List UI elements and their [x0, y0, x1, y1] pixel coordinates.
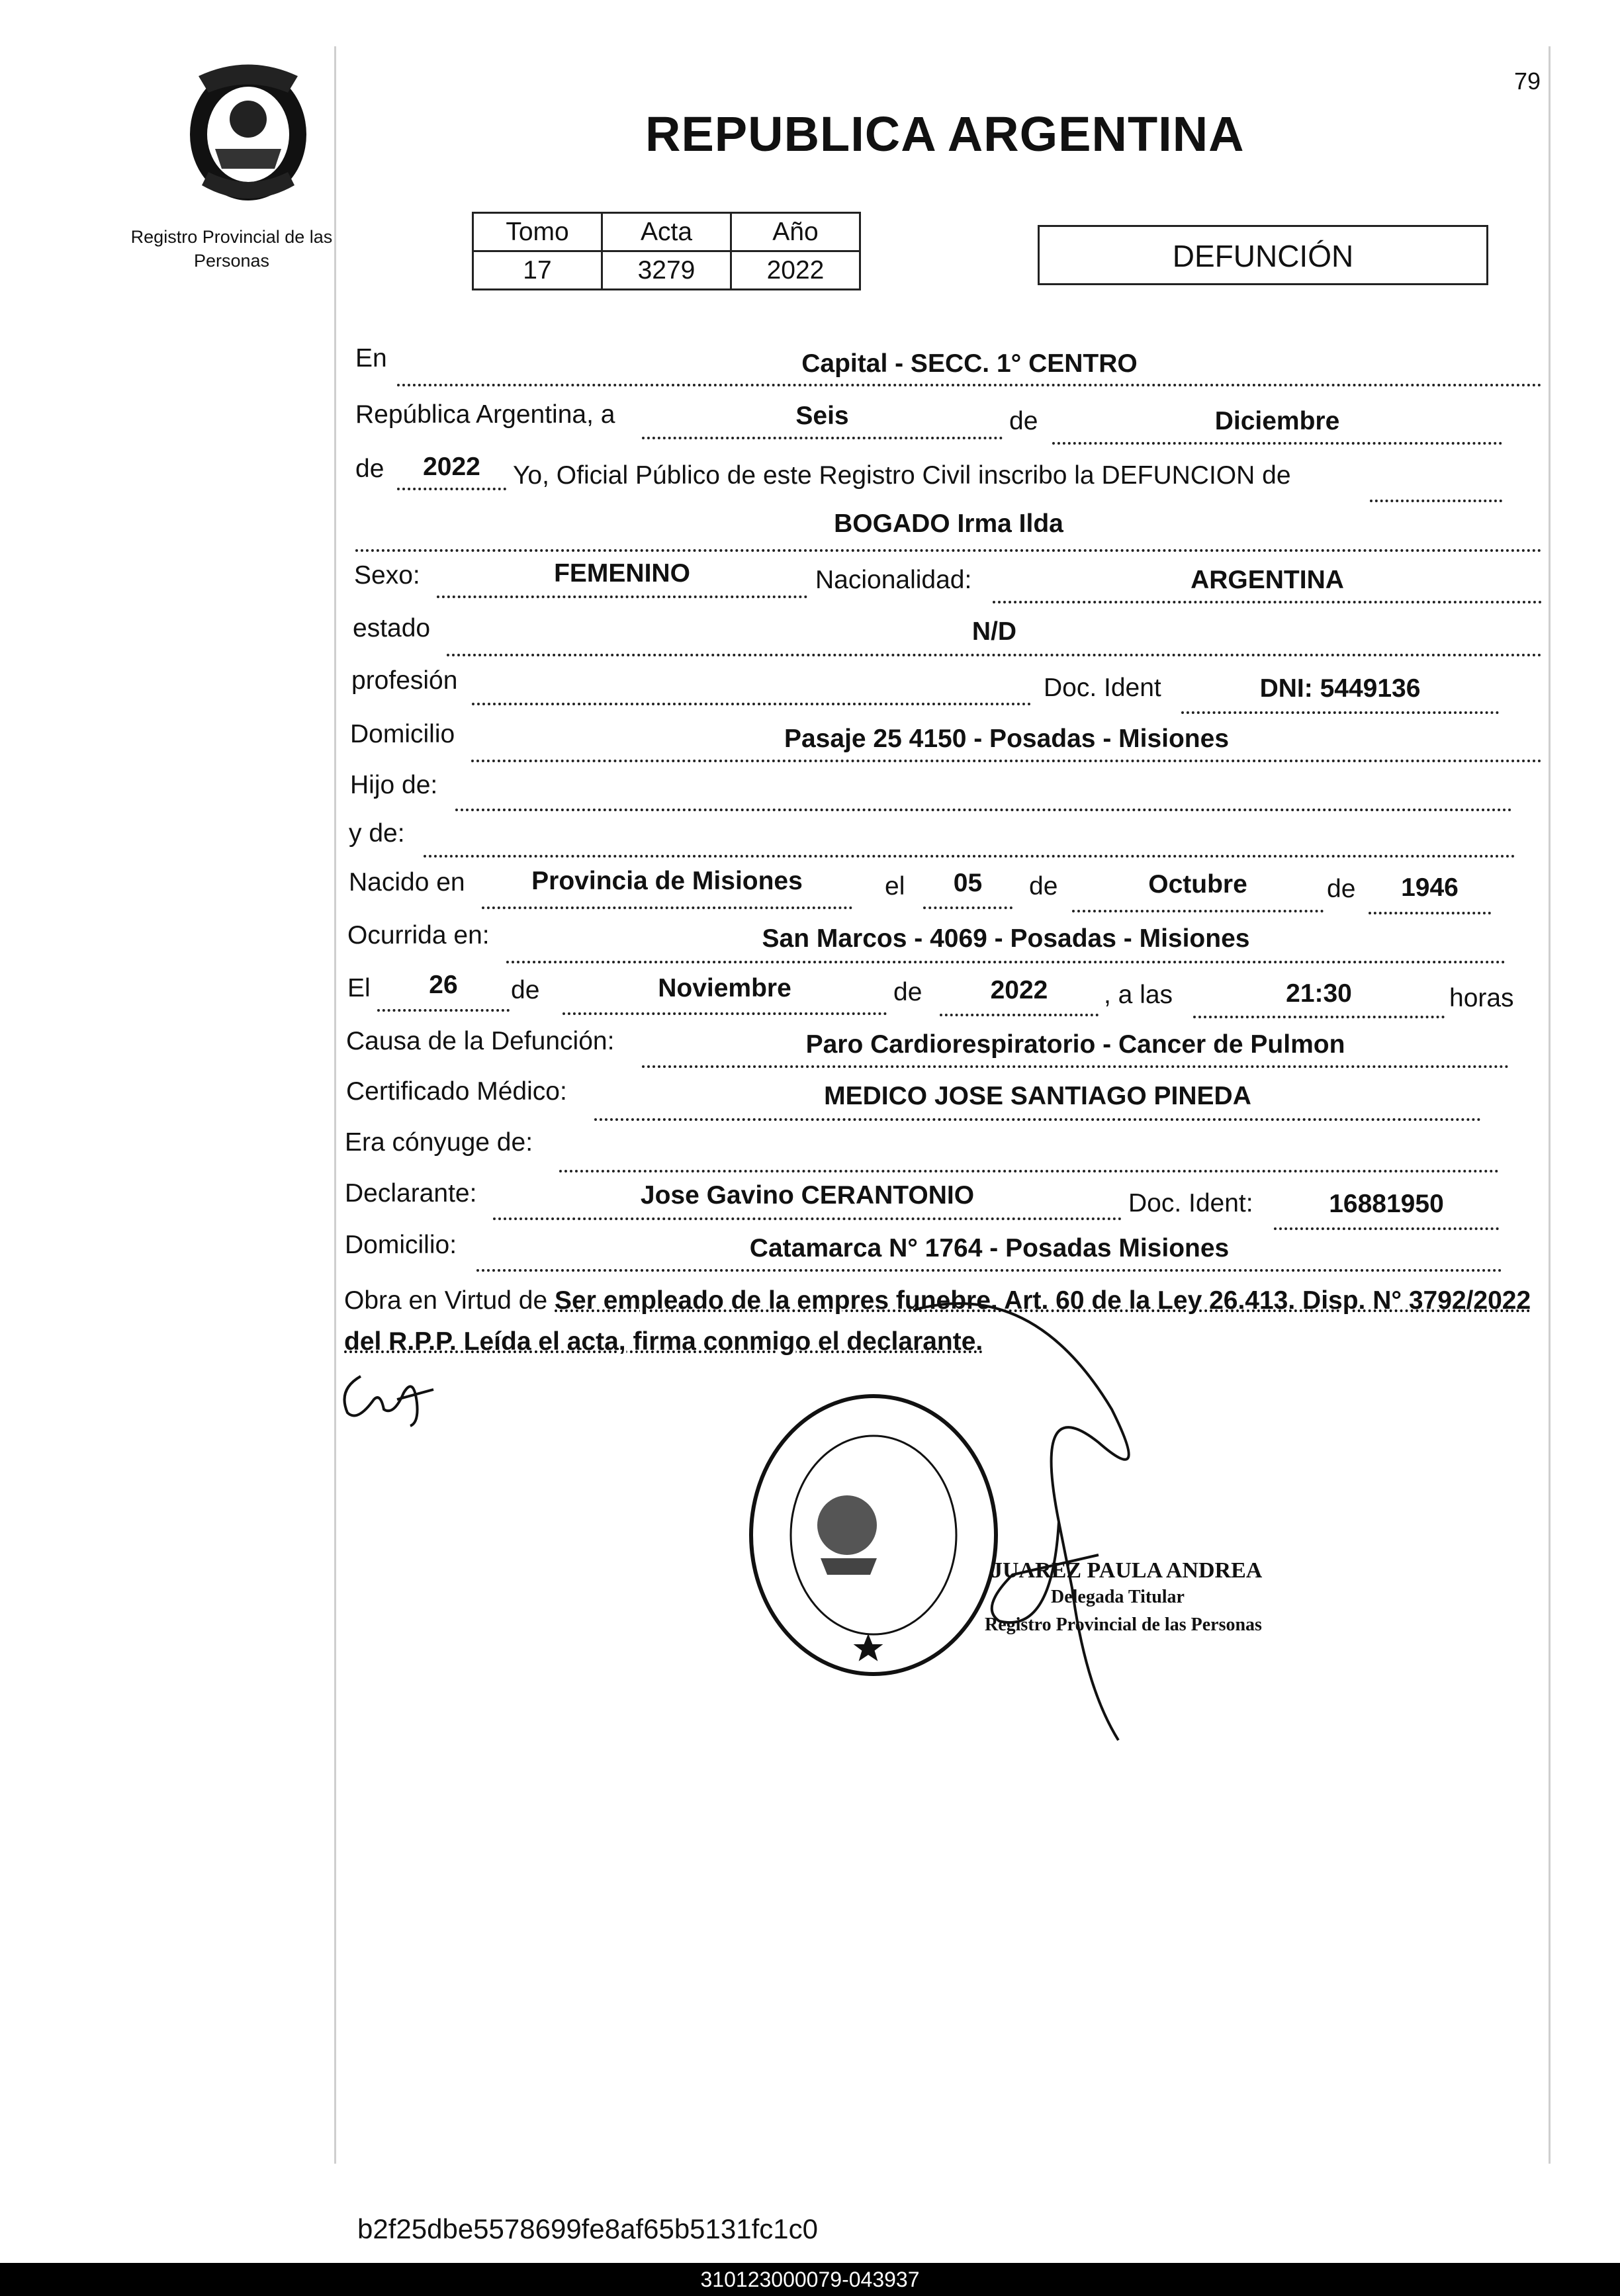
header-acta: Acta [602, 213, 731, 251]
label-nacido: Nacido en [349, 868, 465, 897]
label-de: de [1009, 407, 1038, 435]
deceased-name: BOGADO Irma Ilda [834, 509, 1063, 538]
label-doc-declarante: Doc. Ident: [1128, 1189, 1253, 1217]
value-nacido-dia: 05 [953, 869, 983, 897]
value-nacido-anio: 1946 [1401, 873, 1459, 902]
label-sexo: Sexo: [354, 561, 420, 590]
dotted-line [447, 654, 1542, 656]
value-def-anio: 2022 [990, 976, 1048, 1004]
dotted-line [493, 1217, 1122, 1220]
dotted-line [397, 488, 506, 490]
header-anio: Año [731, 213, 860, 251]
label-ocurrida: Ocurrida en: [347, 921, 490, 949]
dotted-line [476, 1269, 1502, 1272]
label-de-anio: de [355, 455, 384, 483]
label-de: de [1327, 875, 1356, 903]
header-tomo: Tomo [473, 213, 602, 251]
dotted-line [472, 703, 1031, 705]
value-nacido-lugar: Provincia de Misiones [531, 867, 803, 895]
value-en: Capital - SECC. 1° CENTRO [801, 349, 1138, 378]
label-conyuge: Era cónyuge de: [345, 1128, 533, 1157]
officer-name: JUAREZ PAULA ANDREA [991, 1558, 1263, 1583]
label-estado: estado [353, 614, 431, 642]
value-declarante: Jose Gavino CERANTONIO [640, 1181, 975, 1210]
value-month: Diciembre [1214, 407, 1340, 435]
dotted-line [559, 1170, 1499, 1172]
label-de: de [511, 976, 540, 1004]
value-day: Seis [795, 402, 849, 430]
dotted-line [594, 1118, 1481, 1121]
label-domicilio-declarante: Domicilio: [345, 1231, 457, 1259]
label-causa: Causa de la Defunción: [346, 1027, 615, 1055]
value-obra: Ser empleado de la empres funebre. Art. 60 de la Ley 26.413. Disp. N° 3792/2022 del R.P.P. Leída el acta, firma conmigo el declarante. [344, 1286, 1531, 1356]
dotted-line [437, 596, 807, 598]
value-def-dia: 26 [429, 971, 458, 999]
label-domicilio: Domicilio [350, 720, 455, 748]
dotted-line [506, 961, 1506, 963]
barcode-footer: 310123000079-043937 [0, 2263, 1620, 2296]
record-table [472, 212, 861, 290]
value-nacionalidad: ARGENTINA [1191, 566, 1344, 594]
label-hijo-de: Hijo de: [350, 771, 438, 799]
dotted-line [455, 809, 1512, 811]
dotted-line [471, 760, 1542, 762]
value-def-mes: Noviembre [658, 974, 791, 1002]
dotted-line [424, 855, 1515, 858]
value-anio: 2022 [731, 251, 860, 290]
label-certificado: Certificado Médico: [346, 1077, 567, 1106]
label-de: de [1029, 872, 1058, 901]
dotted-line [377, 1009, 510, 1012]
dotted-line [940, 1014, 1099, 1016]
document-title: REPUBLICA ARGENTINA [645, 107, 1245, 161]
value-acta: 3279 [602, 251, 731, 290]
dotted-line [1181, 711, 1499, 714]
label-nacionalidad: Nacionalidad: [815, 566, 972, 594]
dotted-line [397, 384, 1542, 386]
value-domicilio-declarante: Catamarca N° 1764 - Posadas Misiones [749, 1234, 1230, 1262]
label-doc: Doc. Ident [1044, 674, 1161, 702]
label-y-de: y de: [349, 819, 405, 848]
dotted-line [482, 906, 852, 909]
value-ocurrida: San Marcos - 4069 - Posadas - Misiones [762, 924, 1250, 953]
label-a-las: , a las [1104, 981, 1173, 1009]
label-declarante: Declarante: [345, 1179, 477, 1208]
officer-role: Delegada Titular [1051, 1587, 1185, 1607]
value-estado: N/D [971, 617, 1017, 646]
page-number: 79 [1513, 67, 1541, 95]
dotted-line [1193, 1016, 1445, 1018]
value-doc-declarante: 16881950 [1329, 1190, 1444, 1218]
value-sexo: FEMENINO [554, 559, 690, 588]
dotted-line [562, 1012, 887, 1015]
value-anio: 2022 [423, 453, 480, 481]
officer-office: Registro Provincial de las Personas [985, 1614, 1262, 1635]
label-obra: Obra en Virtud de [344, 1286, 548, 1315]
value-nacido-mes: Octubre [1148, 870, 1247, 899]
dotted-line [642, 1065, 1509, 1068]
label-el: el [885, 872, 905, 901]
dotted-line [993, 601, 1542, 603]
dotted-line [1369, 912, 1491, 914]
dotted-line [1052, 442, 1502, 445]
left-margin-line [334, 46, 336, 2164]
declarant-signature [334, 1363, 447, 1436]
dotted-line [1274, 1227, 1499, 1230]
value-doc: DNI: 5449136 [1259, 674, 1421, 703]
label-fecha: República Argentina, a [355, 400, 615, 429]
official-signature [900, 1290, 1178, 1753]
label-profesion: profesión [351, 666, 458, 695]
value-certificado: MEDICO JOSE SANTIAGO PINEDA [824, 1082, 1251, 1110]
value-def-hora: 21:30 [1286, 979, 1352, 1008]
value-domicilio: Pasaje 25 4150 - Posadas - Misiones [784, 725, 1230, 753]
misiones-seal-logo [162, 56, 334, 212]
value-tomo: 17 [473, 251, 602, 290]
inscription-text: Yo, Oficial Público de este Registro Civil inscribo la DEFUNCION de [513, 461, 1291, 490]
dotted-line [1072, 910, 1324, 912]
record-type-box: DEFUNCIÓN [1038, 225, 1488, 285]
label-el: El [347, 974, 371, 1002]
label-horas: horas [1449, 984, 1514, 1012]
value-causa: Paro Cardiorespiratorio - Cancer de Pulmon [805, 1030, 1345, 1059]
right-margin-line [1549, 46, 1551, 2164]
dotted-line [355, 549, 1542, 552]
label-en: En [355, 344, 387, 373]
label-de: de [893, 978, 922, 1006]
dotted-line [1370, 500, 1502, 502]
registry-name: Registro Provincial de las Personas [130, 227, 333, 271]
document-hash: b2f25dbe5578699fe8af65b5131fc1c0 [357, 2213, 818, 2244]
dotted-line [642, 437, 1003, 439]
dotted-line [923, 906, 1012, 909]
